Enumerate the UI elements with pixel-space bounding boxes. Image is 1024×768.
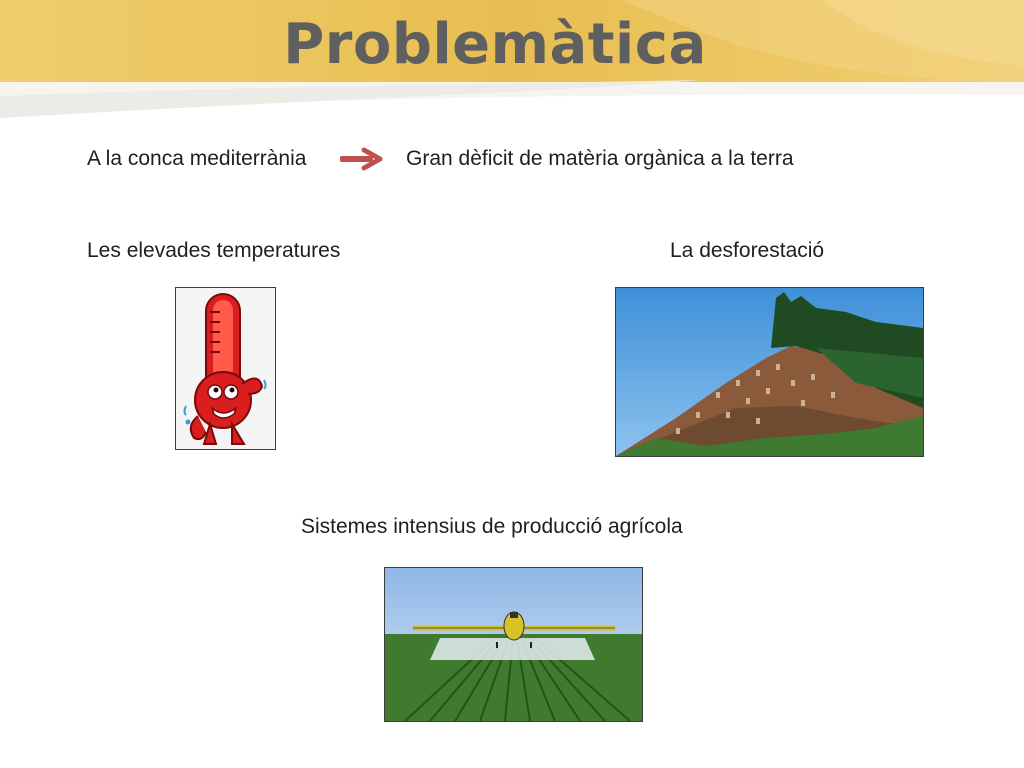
agriculture-photo [384, 567, 643, 722]
cause-label-deforestation: La desforestació [670, 239, 825, 262]
arrow-right-icon [340, 147, 386, 171]
slide-title: Problemàtica [283, 12, 707, 77]
cause-label-agriculture: Sistemes intensius de producció agrícola [301, 515, 683, 538]
thermometer-image [175, 287, 276, 450]
deforested-hillside-photo [616, 288, 923, 456]
crop-duster-plane-photo [385, 568, 642, 721]
cause-label-temperatures: Les elevades temperatures [87, 239, 341, 262]
deforestation-photo [615, 287, 924, 457]
context-label: A la conca mediterrània [87, 147, 307, 170]
consequence-label: Gran dèficit de matèria orgànica a la terra [406, 147, 794, 170]
thermometer-character-icon [176, 288, 275, 449]
